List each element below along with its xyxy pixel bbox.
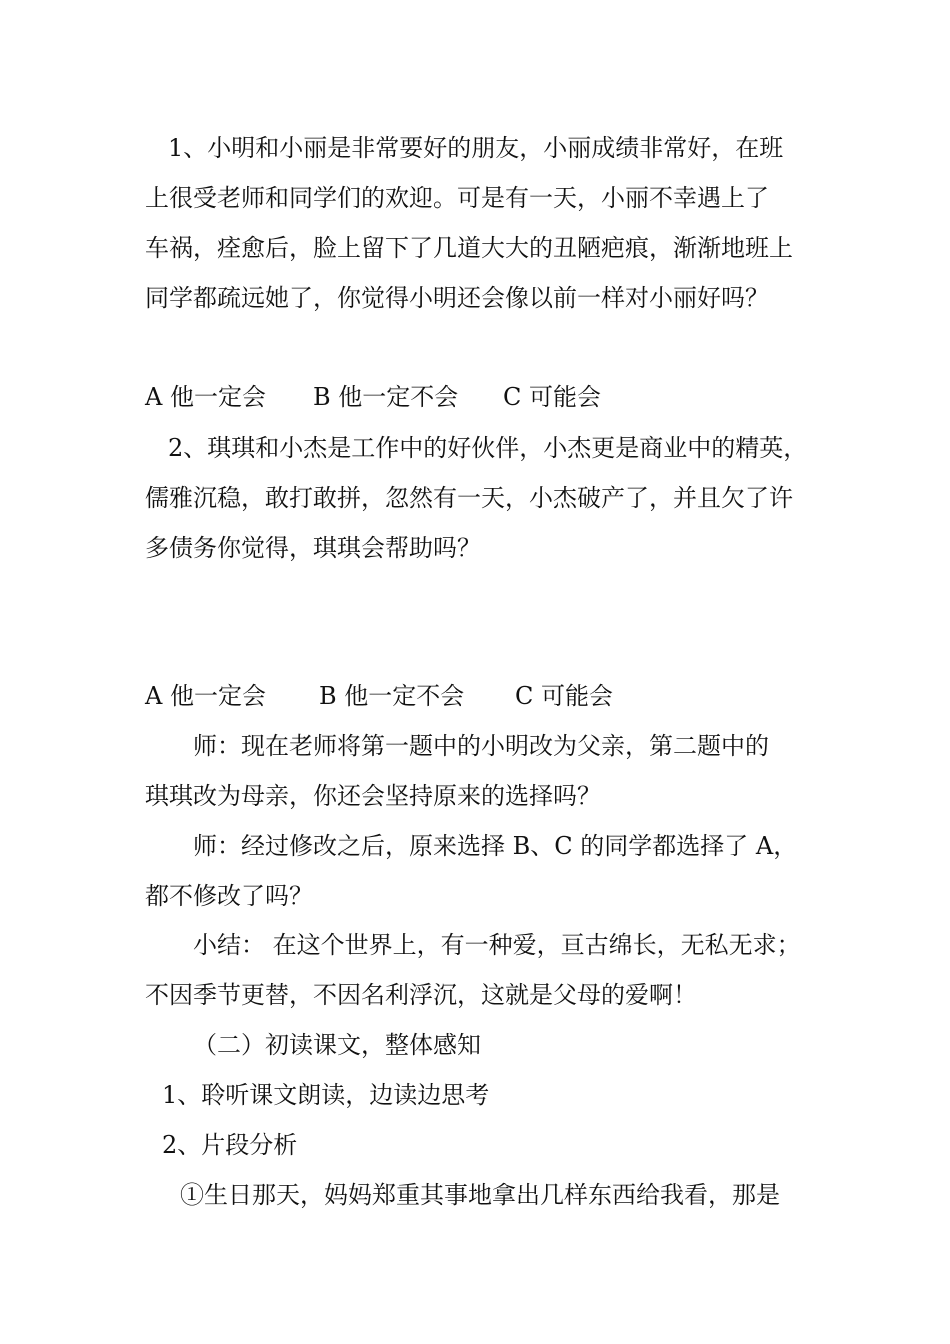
section2-item1: 1、聆听课文朗读，边读边思考 [162, 1081, 490, 1109]
question1-option-a: A 他一定会 [145, 383, 266, 411]
question1-option-c: C 可能会 [503, 383, 601, 411]
section2-excerpt: ①生日那天，妈妈郑重其事地拿出几样东西给我看，那是 [180, 1181, 780, 1209]
summary-line2: 不因季节更替，不因名利浮沉，这就是父母的爱啊！ [145, 981, 697, 1009]
question2-line3: 多债务你觉得，琪琪会帮助吗？ [145, 534, 481, 562]
teacher1-line2: 琪琪改为母亲，你还会坚持原来的选择吗？ [145, 782, 601, 810]
question1-options [145, 382, 601, 412]
question2-option-a: A 他一定会 [145, 682, 266, 710]
teacher1-line1: 师：现在老师将第一题中的小明改为父亲，第二题中的 [193, 732, 769, 760]
teacher2-line1: 师：经过修改之后，原来选择 B、C 的同学都选择了 A， [193, 832, 798, 860]
question2-line2: 儒雅沉稳，敢打敢拼，忽然有一天，小杰破产了，并且欠了许 [145, 484, 793, 512]
question1-line3: 车祸，痊愈后，脸上留下了几道大大的丑陋疤痕，渐渐地班上 [145, 234, 793, 262]
section2-heading: （二）初读课文，整体感知 [193, 1031, 481, 1059]
question1-line1: 1、小明和小丽是非常要好的朋友，小丽成绩非常好，在班 [168, 134, 784, 162]
question1-line4: 同学都疏远她了，你觉得小明还会像以前一样对小丽好吗？ [145, 284, 769, 312]
question2-options [145, 681, 613, 711]
question2-option-b: B 他一定不会 [319, 682, 465, 710]
section2-item2: 2、片段分析 [162, 1131, 298, 1159]
question1-line2: 上很受老师和同学们的欢迎。可是有一天，小丽不幸遇上了 [145, 184, 769, 212]
teacher2-line2: 都不修改了吗？ [145, 882, 313, 910]
question2-line1: 2、琪琪和小杰是工作中的好伙伴，小杰更是商业中的精英， [168, 434, 808, 462]
summary-line1: 小结： 在这个世界上，有一种爱，亘古绵长，无私无求； [193, 931, 801, 959]
question1-option-b: B 他一定不会 [313, 383, 459, 411]
question2-option-c: C 可能会 [515, 682, 613, 710]
